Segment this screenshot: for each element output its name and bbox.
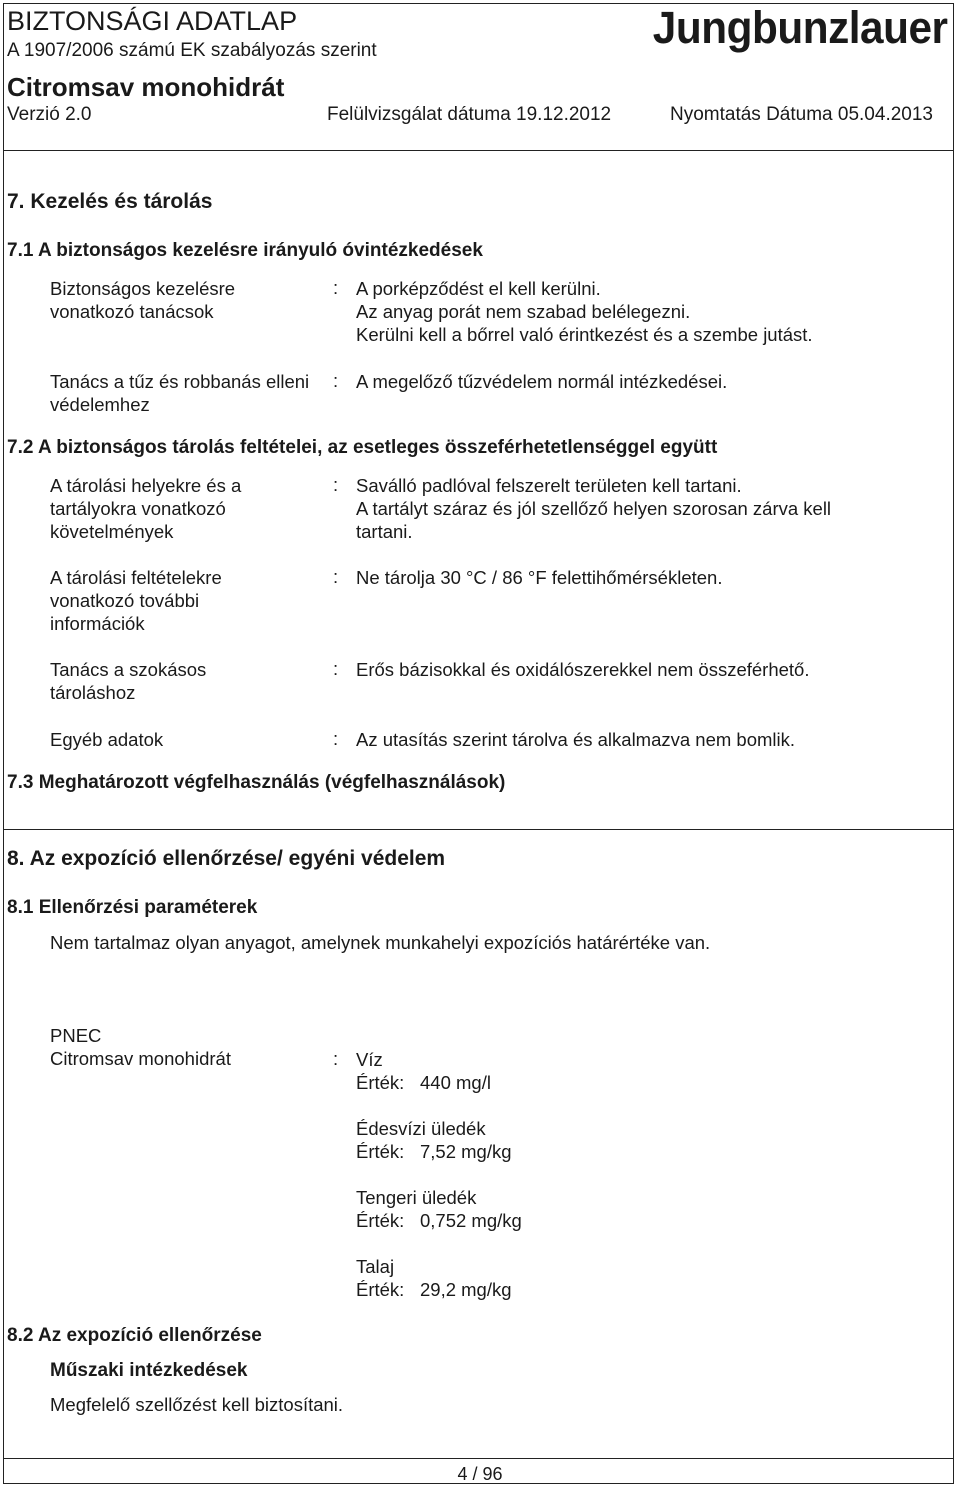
handling-advice-line: Kerülni kell a bőrrel való érintkezést és a szembe jutást. <box>356 324 813 345</box>
fire-protection-value: A megelőző tűzvédelem normál intézkedései. <box>356 371 728 392</box>
pnec-heading: PNEC <box>50 1025 102 1046</box>
section-7-3-title: 7.3 Meghatározott végfelhasználás (végfelhasználások) <box>7 772 506 793</box>
brand-logo: Jungbunzlauer <box>653 2 948 53</box>
fire-protection-label: Tanács a tűz és robbanás elleni védelemhez <box>50 371 310 415</box>
colon: : <box>333 474 339 495</box>
version: Verzió 2.0 <box>7 104 92 125</box>
colon: : <box>333 277 339 298</box>
ventilation-text: Megfelelő szellőzést kell biztosítani. <box>50 1394 344 1415</box>
section-8-2-title: 8.2 Az expozíció ellenőrzése <box>7 1325 262 1346</box>
storage-requirements-line: tartani. <box>356 521 413 542</box>
section-8-title: 8. Az expozíció ellenőrzése/ egyéni védelem <box>7 847 446 870</box>
revision-date: Felülvizsgálat dátuma 19.12.2012 <box>327 104 612 125</box>
section-8-1-title: 8.1 Ellenőrzési paraméterek <box>7 897 258 918</box>
technical-measures-title: Műszaki intézkedések <box>50 1360 248 1381</box>
colon: : <box>333 658 339 679</box>
pnec-value: 0,752 mg/kg <box>420 1210 522 1231</box>
other-data-value: Az utasítás szerint tárolva és alkalmazva nem bomlik. <box>356 729 796 750</box>
colon: : <box>333 370 339 391</box>
pnec-value-label: Érték: <box>356 1279 405 1300</box>
colon: : <box>333 728 339 749</box>
pnec-compartment: Víz <box>356 1049 383 1070</box>
handling-advice-line: A porképződést el kell kerülni. <box>356 278 601 299</box>
pnec-value: 29,2 mg/kg <box>420 1279 512 1300</box>
pnec-compartment: Édesvízi üledék <box>356 1118 486 1139</box>
document-title: BIZTONSÁGI ADATLAP <box>7 6 298 36</box>
colon: : <box>333 566 339 587</box>
pnec-compartment: Talaj <box>356 1256 395 1277</box>
pnec-value-label: Érték: <box>356 1210 405 1231</box>
handling-advice-label: Biztonságos kezelésre vonatkozó tanácsok <box>50 278 236 322</box>
colon: : <box>333 1048 339 1069</box>
page-number: 4 / 96 <box>457 1464 503 1484</box>
storage-requirements-label: A tárolási helyekre és a tartályokra vonatkozó követelmények <box>50 475 242 542</box>
pnec-compartment: Tengeri üledék <box>356 1187 477 1208</box>
section-divider <box>3 829 954 830</box>
storage-conditions-label: A tárolási feltételekre vonatkozó további információk <box>50 567 222 634</box>
section-7-title: 7. Kezelés és tárolás <box>7 190 213 213</box>
pnec-value-label: Érték: <box>356 1141 405 1162</box>
common-storage-value: Erős bázisokkal és oxidálószerekkel nem összeférhető. <box>356 659 810 680</box>
pnec-value-label: Érték: <box>356 1072 405 1093</box>
print-date: Nyomtatás Dátuma 05.04.2013 <box>670 104 933 125</box>
storage-requirements-line: A tartályt száraz és jól szellőző helyen szorosan zárva kell <box>356 498 832 519</box>
footer-divider <box>3 1458 954 1459</box>
pnec-substance: Citromsav monohidrát <box>50 1048 231 1069</box>
section-7-2-title: 7.2 A biztonságos tárolás feltételei, az esetleges összeférhetetlenséggel együtt <box>7 437 718 458</box>
product-name: Citromsav monohidrát <box>7 72 285 102</box>
common-storage-label: Tanács a szokásos tároláshoz <box>50 659 207 703</box>
header-divider <box>3 150 954 151</box>
pnec-value: 440 mg/l <box>420 1072 491 1093</box>
storage-requirements-line: Saválló padlóval felszerelt területen kell tartani. <box>356 475 742 496</box>
pnec-value: 7,52 mg/kg <box>420 1141 512 1162</box>
exposure-limit-text: Nem tartalmaz olyan anyagot, amelynek munkahelyi expozíciós határértéke van. <box>50 932 711 953</box>
regulation-line: A 1907/2006 számú EK szabályozás szerint <box>7 40 377 61</box>
handling-advice-line: Az anyag porát nem szabad belélegezni. <box>356 301 691 322</box>
section-7-1-title: 7.1 A biztonságos kezelésre irányuló óvintézkedések <box>7 240 483 261</box>
storage-conditions-value: Ne tárolja 30 °C / 86 °F felettihőmérsékleten. <box>356 567 723 588</box>
other-data-label: Egyéb adatok <box>50 729 164 750</box>
